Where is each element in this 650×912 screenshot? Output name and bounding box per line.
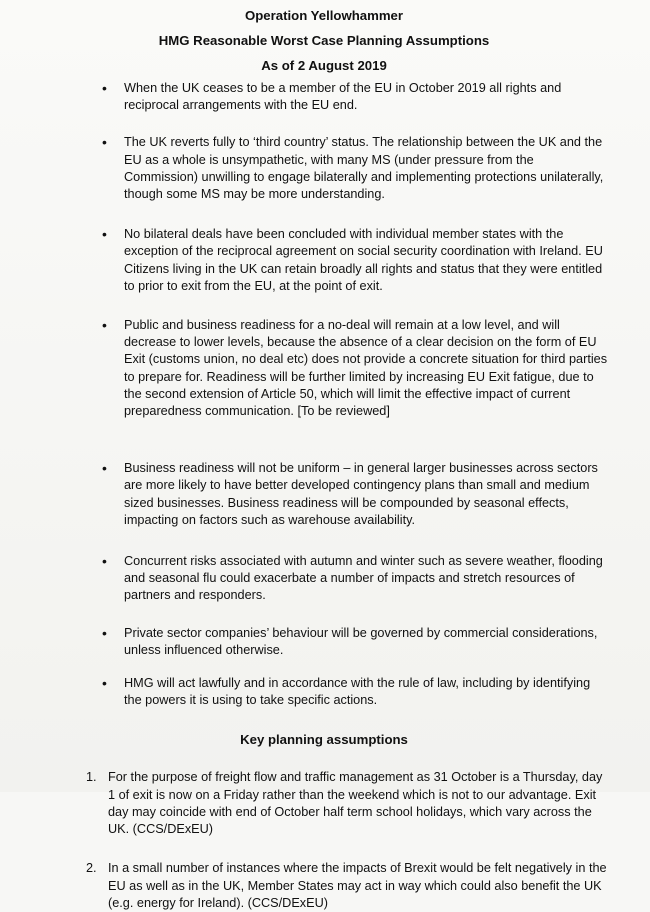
document-title: Operation Yellowhammer <box>244 8 404 23</box>
bullet-item: • Concurrent risks associated with autumn and winter such as severe weather, flooding and seasonal flu could exacerbate a number of impacts and stretch resources of partners and responders. <box>40 553 608 605</box>
item-number: 1. <box>86 770 97 785</box>
document-subtitle: HMG Reasonable Worst Case Planning Assumptions <box>158 33 490 48</box>
bullet-item: • Private sector companies’ behaviour will be governed by commercial considerations, unless influenced otherwise. <box>40 625 608 659</box>
numbered-item <box>40 769 608 838</box>
bullet-item: • Public and business readiness for a no-deal will remain at a low level, and will decrease to lower levels, because the absence of a clear decision on the form of EU Exit (customs union, no deal etc) does not provide a concrete situation for third parties to prepare for. Readiness will be further limited by increasing EU Exit fatigue, due to the second extension of Article 50, which will limit the effective impact of current preparedness communication. [To be reviewed] <box>40 317 608 420</box>
bullet-item: • No bilateral deals have been concluded with individual member states with the exception of the reciprocal agreement on social security coordination with Ireland. EU Citizens living in the UK can retain broadly all rights and status that they were entitled to prior to exit from the EU, at the point of exit. <box>40 226 608 295</box>
item-text: For the purpose of freight flow and traffic management as 31 October is a Thursday, day 1 of exit is now on a Friday rather than the weekend which is not to our advantage. Exit day may coincide with end of October half term school holidays, which vary across the UK. (CCS/DExEU) <box>108 770 603 837</box>
item-text: In a small number of instances where the impacts of Brexit would be felt negatively in the EU as well as in the UK, Member States may act in way which could also benefit the UK (e.g. energy for Ireland). (CCS/DExEU) <box>108 861 607 910</box>
numbered-item <box>40 860 608 912</box>
bullet-item: • When the UK ceases to be a member of the EU in October 2019 all rights and reciprocal arrangements with the EU end. <box>40 80 608 114</box>
bullet-item: • Business readiness will not be uniform – in general larger businesses across sectors are more likely to have better developed contingency plans than small and medium sized businesses. Business readiness will be compounded by seasonal effects, impacting on factors such as warehouse availability. <box>40 460 608 529</box>
item-number: 2. <box>86 861 97 876</box>
bullet-item: • The UK reverts fully to ‘third country’ status. The relationship between the UK and the EU as a whole is unsympathetic, with many MS (under pressure from the Commission) unwilling to engage bilaterally and implementing protections unilaterally, though some MS may be more understanding. <box>40 134 608 203</box>
document-date: As of 2 August 2019 <box>261 58 387 73</box>
assumptions-bullet-list <box>40 80 608 709</box>
key-assumptions-list <box>40 769 608 911</box>
key-assumptions-heading: Key planning assumptions <box>240 732 408 748</box>
bullet-item: • HMG will act lawfully and in accordance with the rule of law, including by identifying the powers it is using to take specific actions. <box>40 675 608 709</box>
